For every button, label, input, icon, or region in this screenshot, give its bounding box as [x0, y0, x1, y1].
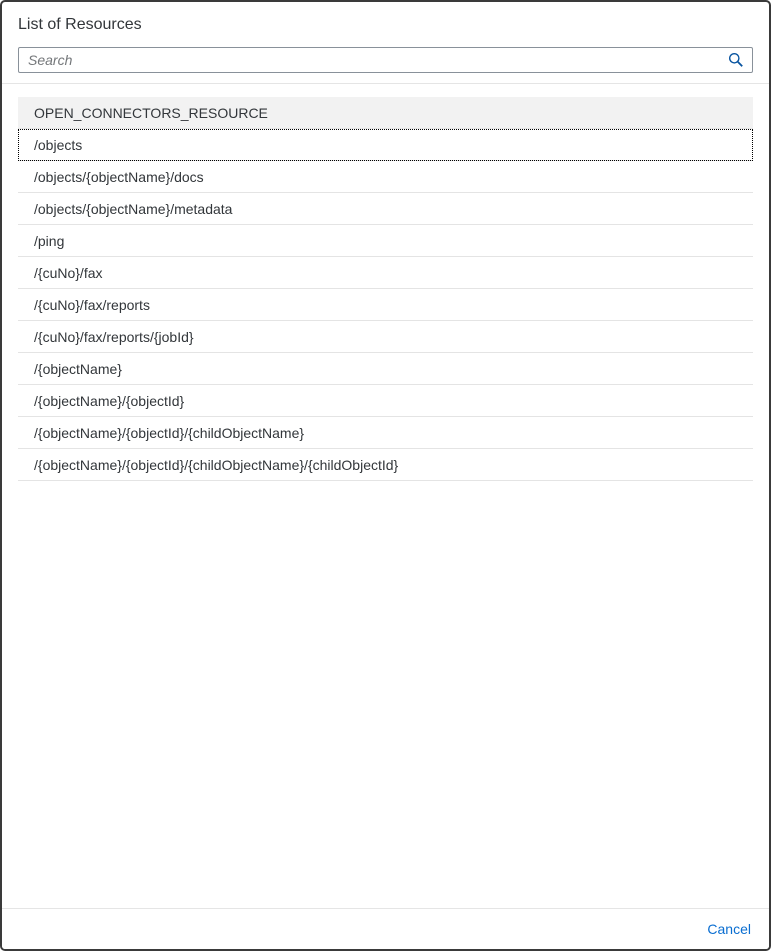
- table-row[interactable]: [18, 225, 753, 257]
- table-column-header-label: OPEN_CONNECTORS_RESOURCE: [34, 104, 268, 121]
- cancel-button[interactable]: Cancel: [705, 917, 753, 941]
- resource-path-label: /{objectName}/{objectId}/{childObjectName}/{childObjectId}: [34, 456, 399, 473]
- search-input[interactable]: [18, 47, 753, 73]
- search-button[interactable]: [721, 48, 751, 72]
- resource-path-label: /{cuNo}/fax/reports/{jobId}: [34, 328, 194, 345]
- table-row[interactable]: [18, 289, 753, 321]
- table-row[interactable]: [18, 353, 753, 385]
- table-column-header: [18, 97, 753, 129]
- resources-table: [18, 97, 753, 481]
- table-row[interactable]: [18, 449, 753, 481]
- resource-path-label: /objects/{objectName}/docs: [34, 168, 204, 185]
- dialog-title: List of Resources: [18, 16, 142, 33]
- dialog-header: [2, 2, 769, 34]
- search-field: [18, 47, 753, 73]
- dialog-footer: [2, 908, 769, 949]
- table-row[interactable]: [18, 193, 753, 225]
- resource-path-label: /objects: [34, 136, 83, 153]
- table-row[interactable]: [18, 161, 753, 193]
- search-icon: [728, 52, 744, 68]
- dialog-subheader: [2, 34, 769, 84]
- resource-path-label: /{objectName}/{objectId}/{childObjectName}: [34, 424, 305, 441]
- resource-path-label: /{objectName}: [34, 360, 122, 377]
- table-row[interactable]: [18, 321, 753, 353]
- resource-path-label: /{cuNo}/fax/reports: [34, 296, 150, 313]
- resource-path-label: /objects/{objectName}/metadata: [34, 200, 233, 217]
- table-row[interactable]: [18, 385, 753, 417]
- table-row[interactable]: [18, 129, 753, 161]
- resource-path-label: /{objectName}/{objectId}: [34, 392, 185, 409]
- table-row[interactable]: [18, 257, 753, 289]
- resource-path-label: /{cuNo}/fax: [34, 264, 103, 281]
- table-row[interactable]: [18, 417, 753, 449]
- resource-path-label: /ping: [34, 232, 65, 249]
